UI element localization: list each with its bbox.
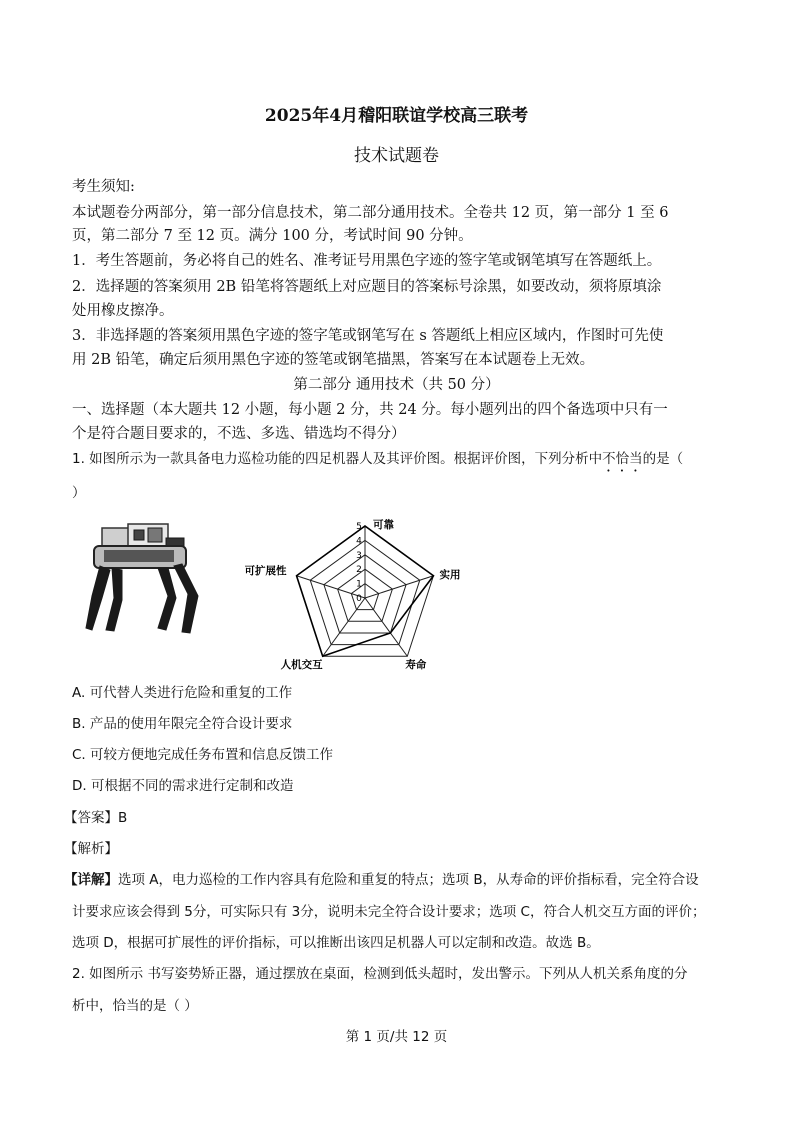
notice-item-3a: 3．非选择题的答案须用黑色字迹的签字笔或钢笔写在 s 答题纸上相应区域内，作图时可先使 [72,328,664,344]
radar-tick-1: 1 [356,579,362,590]
option-b: B. 产品的使用年限完全符合设计要求 [72,716,293,732]
radar-label-1: 实用 [439,568,461,581]
option-d: D. 可根据不同的需求进行定制和改造 [72,778,294,794]
radar-chart [245,508,475,673]
radar-label-3: 人机交互 [280,659,323,672]
notice-heading: 考生须知: [72,179,135,195]
question-1-stem [72,447,683,475]
detail-line-1 [64,868,699,888]
radar-label-0: 可靠 [373,519,394,531]
radar-label-2: 寿命 [405,659,427,672]
question-1-stem-end: 的是（ [642,451,684,467]
radar-labels [245,518,460,671]
analysis-label: 【解析】 [64,841,118,857]
notice-item-1: 1．考生答题前，务必将自己的姓名、准考证号用黑色字迹的签字笔或钢笔填写在答题纸上。 [72,253,662,269]
question-1-emphasis: 不恰当 [602,451,643,467]
radar-tick-0: 0 [356,594,362,604]
notice-line-2: 页，第二部分 7 至 12 页。满分 100 分，考试时间 90 分钟。 [72,228,473,244]
radar-label-4: 可扩展性 [245,564,287,577]
notice-item-2b: 处用橡皮擦净。 [72,303,174,319]
radar-ticks [356,522,362,604]
option-c: C. 可较方便地完成任务布置和信息反馈工作 [72,747,334,763]
option-a: A. 可代替人类进行危险和重复的工作 [72,685,293,701]
radar-tick-5: 5 [356,522,362,532]
robot-dog-image [78,518,208,650]
notice-item-3b: 用 2B 铅笔，确定后须用黑色字迹的签笔或钢笔描黑，答案写在本试题卷上无效。 [72,352,595,368]
detail-line-2: 计要求应该会得到 5分，可实际只有 3分，说明未完全符合设计要求；选项 C，符合人机交互方面的评价； [72,904,706,920]
radar-tick-3: 3 [356,550,362,561]
notice-item-2a: 2．选择题的答案须用 2B 铅笔将答题纸上对应题目的答案标号涂黑，如要改动，须将原填涂 [72,279,662,295]
exam-subtitle: 技术试题卷 [354,146,439,166]
question-2-line-2: 析中，恰当的是（ ） [72,998,198,1014]
detail-text-1: 选项 A，电力巡检的工作内容具有危险和重复的特点；选项 B，从寿命的评价指标看，完全符合设 [118,872,699,888]
part-two-heading: 第二部分 通用技术（共 50 分） [293,377,500,393]
question-1-close-paren: ） [72,485,86,501]
section-one-b: 个是符合题目要求的，不选、多选、错选均不得分） [72,426,406,442]
question-2-line-1: 2. 如图所示 书写姿势矫正器，通过摆放在桌面，检测到低头超时，发出警示。下列从人机关系角度的分 [72,966,688,982]
radar-tick-2: 2 [356,565,362,576]
exam-title: 2025年4月稽阳联谊学校高三联考 [264,106,529,126]
radar-tick-4: 4 [356,536,362,547]
detail-tag: 【详解】 [64,872,118,888]
notice-line-1: 本试题卷分两部分，第一部分信息技术，第二部分通用技术。全卷共 12 页，第一部分 1 至 6 [72,205,669,221]
page-footer: 第 1 页/共 12 页 [345,1029,448,1045]
question-1-stem-text: 1. 如图所示为一款具备电力巡检功能的四足机器人及其评价图。根据评价图，下列分析中 [72,451,603,467]
detail-line-3: 选项 D，根据可扩展性的评价指标，可以推断出该四足机器人可以定制和改造。故选 B。 [72,935,600,951]
section-one-a: 一、选择题（本大题共 12 小题，每小题 2 分，共 24 分。每小题列出的四个备选项中只有一 [72,402,668,418]
answer-label: 【答案】B [64,810,128,826]
